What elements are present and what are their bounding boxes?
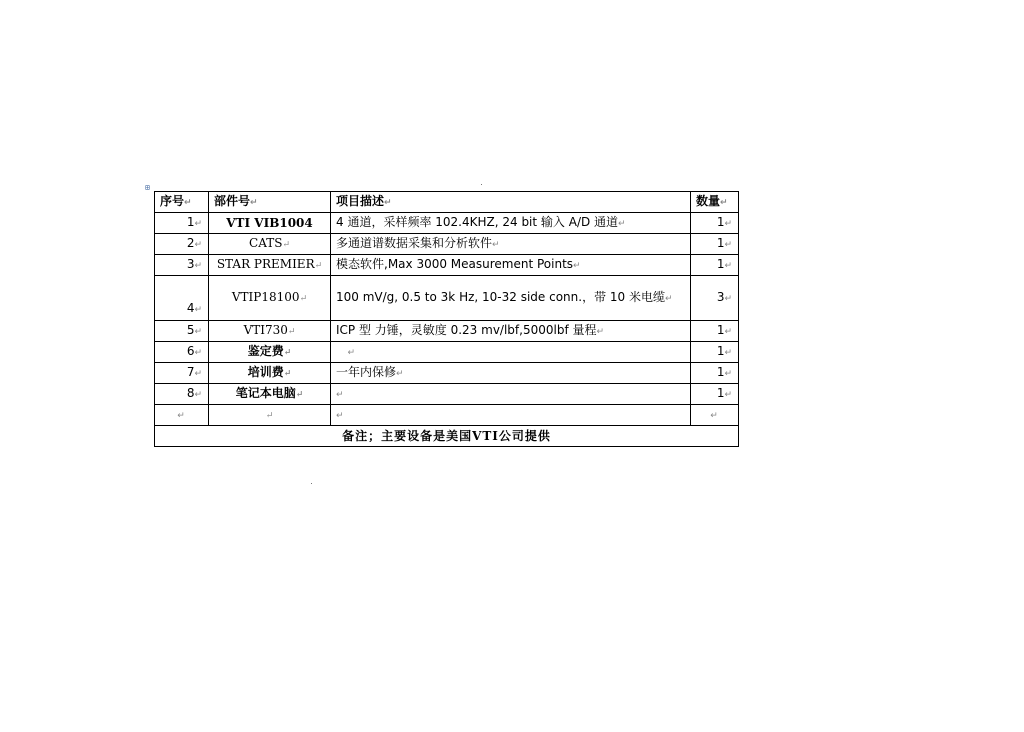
cell-qty: 1↵ <box>691 363 739 384</box>
cell-part: VTI VIB1004 <box>209 213 331 234</box>
cell-no: 1↵ <box>155 213 209 234</box>
table-note-row <box>155 426 739 447</box>
cell-desc: ↵ <box>331 384 691 405</box>
table-row <box>155 363 739 384</box>
equipment-table <box>154 191 739 447</box>
table-row <box>155 384 739 405</box>
cell-no: ↵ <box>155 405 209 426</box>
cell-no: 2↵ <box>155 234 209 255</box>
table-row <box>155 321 739 342</box>
stray-dot <box>311 483 312 484</box>
cell-qty: 3↵ <box>691 276 739 321</box>
cell-part: ↵ <box>209 405 331 426</box>
cell-no: 4↵ <box>155 276 209 321</box>
cell-desc: 一年内保修↵ <box>331 363 691 384</box>
cell-no: 6↵ <box>155 342 209 363</box>
cell-desc: 100 mV/g, 0.5 to 3k Hz, 10-32 side conn.，带 10 米电缆↵ <box>331 276 691 321</box>
header-part: 部件号↵ <box>209 192 331 213</box>
cell-no: 5↵ <box>155 321 209 342</box>
header-no: 序号↵ <box>155 192 209 213</box>
cell-desc: 模态软件,Max 3000 Measurement Points↵ <box>331 255 691 276</box>
table-row <box>155 255 739 276</box>
cell-part: STAR PREMIER↵ <box>209 255 331 276</box>
cell-desc: ↵ <box>331 405 691 426</box>
cell-qty: 1↵ <box>691 234 739 255</box>
cell-no: 8↵ <box>155 384 209 405</box>
header-desc: 项目描述↵ <box>331 192 691 213</box>
cell-no: 7↵ <box>155 363 209 384</box>
cell-qty: ↵ <box>691 405 739 426</box>
cell-desc: ICP 型 力锤，灵敏度 0.23 mv/lbf,5000lbf 量程↵ <box>331 321 691 342</box>
cell-qty: 1↵ <box>691 213 739 234</box>
cell-part: 培训费↵ <box>209 363 331 384</box>
header-qty: 数量↵ <box>691 192 739 213</box>
table-row <box>155 234 739 255</box>
cell-qty: 1↵ <box>691 384 739 405</box>
cell-desc: ↵ <box>331 342 691 363</box>
cell-part: VTI730↵ <box>209 321 331 342</box>
cell-no: 3↵ <box>155 255 209 276</box>
cell-desc: 多通道谱数据采集和分析软件↵ <box>331 234 691 255</box>
cell-part: 笔记本电脑↵ <box>209 384 331 405</box>
cell-qty: 1↵ <box>691 321 739 342</box>
table-row <box>155 213 739 234</box>
table-row <box>155 342 739 363</box>
cell-desc: 4 通道，采样频率 102.4KHZ, 24 bit 输入 A/D 通道↵ <box>331 213 691 234</box>
stray-dot <box>481 184 482 185</box>
table-header-row <box>155 192 739 213</box>
table-anchor-icon: ⊞ <box>145 183 150 192</box>
table-row <box>155 276 739 321</box>
cell-part: VTIP18100↵ <box>209 276 331 321</box>
table-row <box>155 405 739 426</box>
cell-qty: 1↵ <box>691 342 739 363</box>
cell-part: CATS↵ <box>209 234 331 255</box>
cell-qty: 1↵ <box>691 255 739 276</box>
table-note: 备注；主要设备是美国VTI公司提供 <box>155 426 739 447</box>
cell-part: 鉴定费↵ <box>209 342 331 363</box>
